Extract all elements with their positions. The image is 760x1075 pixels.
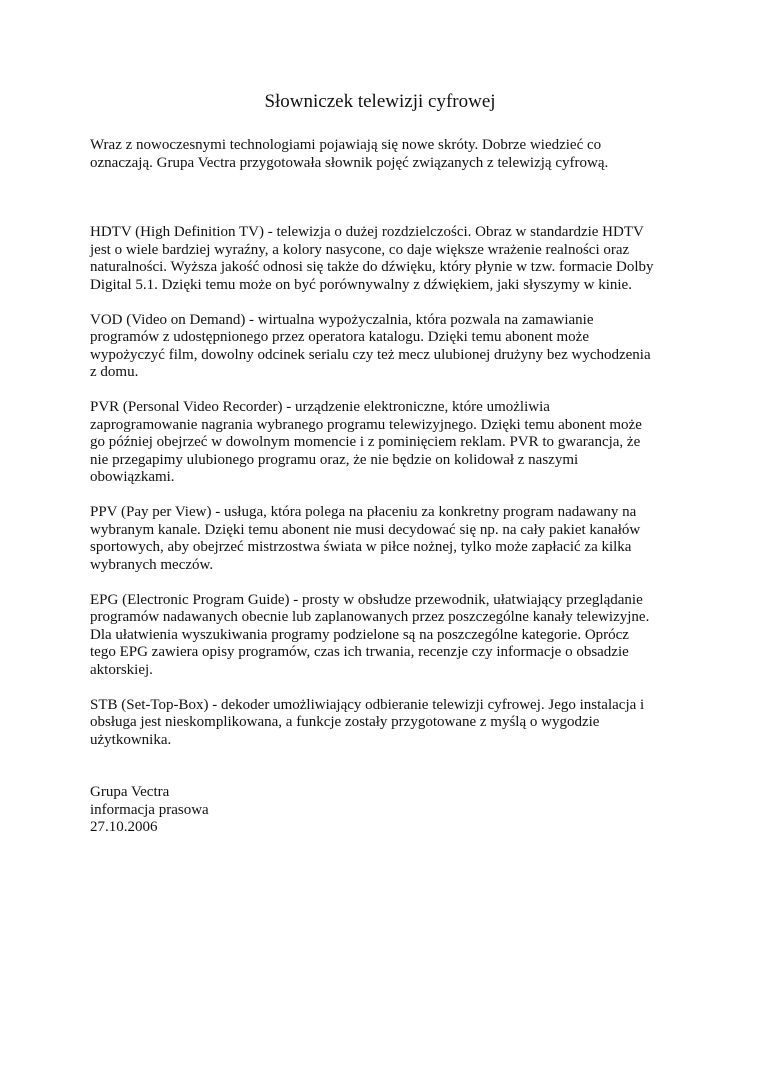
- glossary-entry-vod: [90, 312, 680, 382]
- entry-line: PPV (Pay per View) - usługa, która polega na płaceniu za konkretny program nadawany na: [90, 504, 637, 520]
- entry-line: obsługa jest nieskomplikowana, a funkcje zostały przygotowane z myślą o wygodzie: [90, 714, 600, 730]
- entry-line: HDTV (High Definition TV) - telewizja o dużej rozdzielczości. Obraz w standardzie HDTV: [90, 224, 644, 240]
- document-body: [90, 137, 680, 837]
- glossary-entry-stb: [90, 697, 680, 750]
- entry-line: naturalności. Wyższa jakość odnosi się także do dźwięku, który płynie w tzw. formacie Dolby: [90, 259, 654, 275]
- entry-line: STB (Set-Top-Box) - dekoder umożliwiający odbieranie telewizji cyfrowej. Jego instalacja i: [90, 696, 645, 713]
- entry-line: EPG (Electronic Program Guide) - prosty w obsłudze przewodnik, ułatwiający przeglądanie: [90, 591, 643, 608]
- entry-line: użytkownika.: [90, 731, 172, 748]
- intro-paragraph: [90, 137, 680, 172]
- glossary-entry-epg: [90, 592, 680, 680]
- glossary-entry-ppv: [90, 504, 680, 574]
- entry-line: VOD (Video on Demand) - wirtualna wypożyczalnia, która pozwala na zamawianie: [90, 311, 594, 328]
- glossary-entry-hdtv: [90, 224, 680, 294]
- entry-line: wybranym kanale. Dzięki temu abonent nie musi decydować się np. na cały pakiet kanałów: [90, 521, 641, 538]
- entry-line: Digital 5.1. Dzięki temu może on być porównywalny z dźwiękiem, jaki słyszymy w kinie.: [90, 276, 632, 293]
- glossary-entry-pvr: [90, 399, 680, 487]
- entry-line: z domu.: [90, 364, 139, 380]
- intro-line: Wraz z nowoczesnymi technologiami pojawiają się nowe skróty. Dobrze wiedzieć co: [90, 137, 602, 153]
- entry-line: wybranych meczów.: [90, 556, 214, 573]
- signature-organization: Grupa Vectra: [90, 784, 170, 800]
- entry-line: obowiązkami.: [90, 469, 175, 485]
- signature-block: [90, 784, 680, 837]
- entry-line: PVR (Personal Video Recorder) - urządzenie elektroniczne, które umożliwia: [90, 399, 550, 415]
- entry-line: Dla ułatwienia wyszukiwania programy podzielone są na poszczególne kategorie. Oprócz: [90, 626, 629, 643]
- entry-line: wypożyczyć film, dowolny odcinek serialu czy też mecz ulubionej drużyny bez wychodzenia: [90, 346, 651, 363]
- signature-type: informacja prasowa: [90, 801, 209, 818]
- entry-line: jest o wiele bardziej wyraźny, a kolory nasycone, co daje większe wrażenie realności oraz: [90, 241, 630, 258]
- entry-line: sportowych, aby obejrzeć mistrzostwa świata w piłce nożnej, tylko może zapłacić za kilka: [90, 539, 632, 555]
- entry-line: programów nadawanych obecnie lub zaplanowanych przez poszczególne kanały telewizyjne.: [90, 609, 650, 625]
- entry-line: programów z udostępnionego przez operatora katalogu. Dzięki temu abonent może: [90, 329, 589, 345]
- entry-line: zaprogramowanie nagrania wybranego programu telewizyjnego. Dzięki temu abonent może: [90, 416, 642, 433]
- intro-line: oznaczają. Grupa Vectra przygotowała słownik pojęć związanych z telewizją cyfrową.: [90, 154, 609, 171]
- entry-line: aktorskiej.: [90, 661, 153, 678]
- signature-date: 27.10.2006: [90, 819, 158, 835]
- entry-line: tego EPG zawiera opisy programów, czas ich trwania, recenzje czy informacje o obsadzie: [90, 644, 629, 660]
- entry-line: nie przegapimy ulubionego programu oraz, że nie będzie on kolidował z naszymi: [90, 451, 579, 468]
- entry-line: go później obejrzeć w dowolnym momencie i z pominięciem reklam. PVR to gwarancja, że: [90, 434, 641, 450]
- document-title: Słowniczek telewizji cyfrowej: [264, 91, 496, 112]
